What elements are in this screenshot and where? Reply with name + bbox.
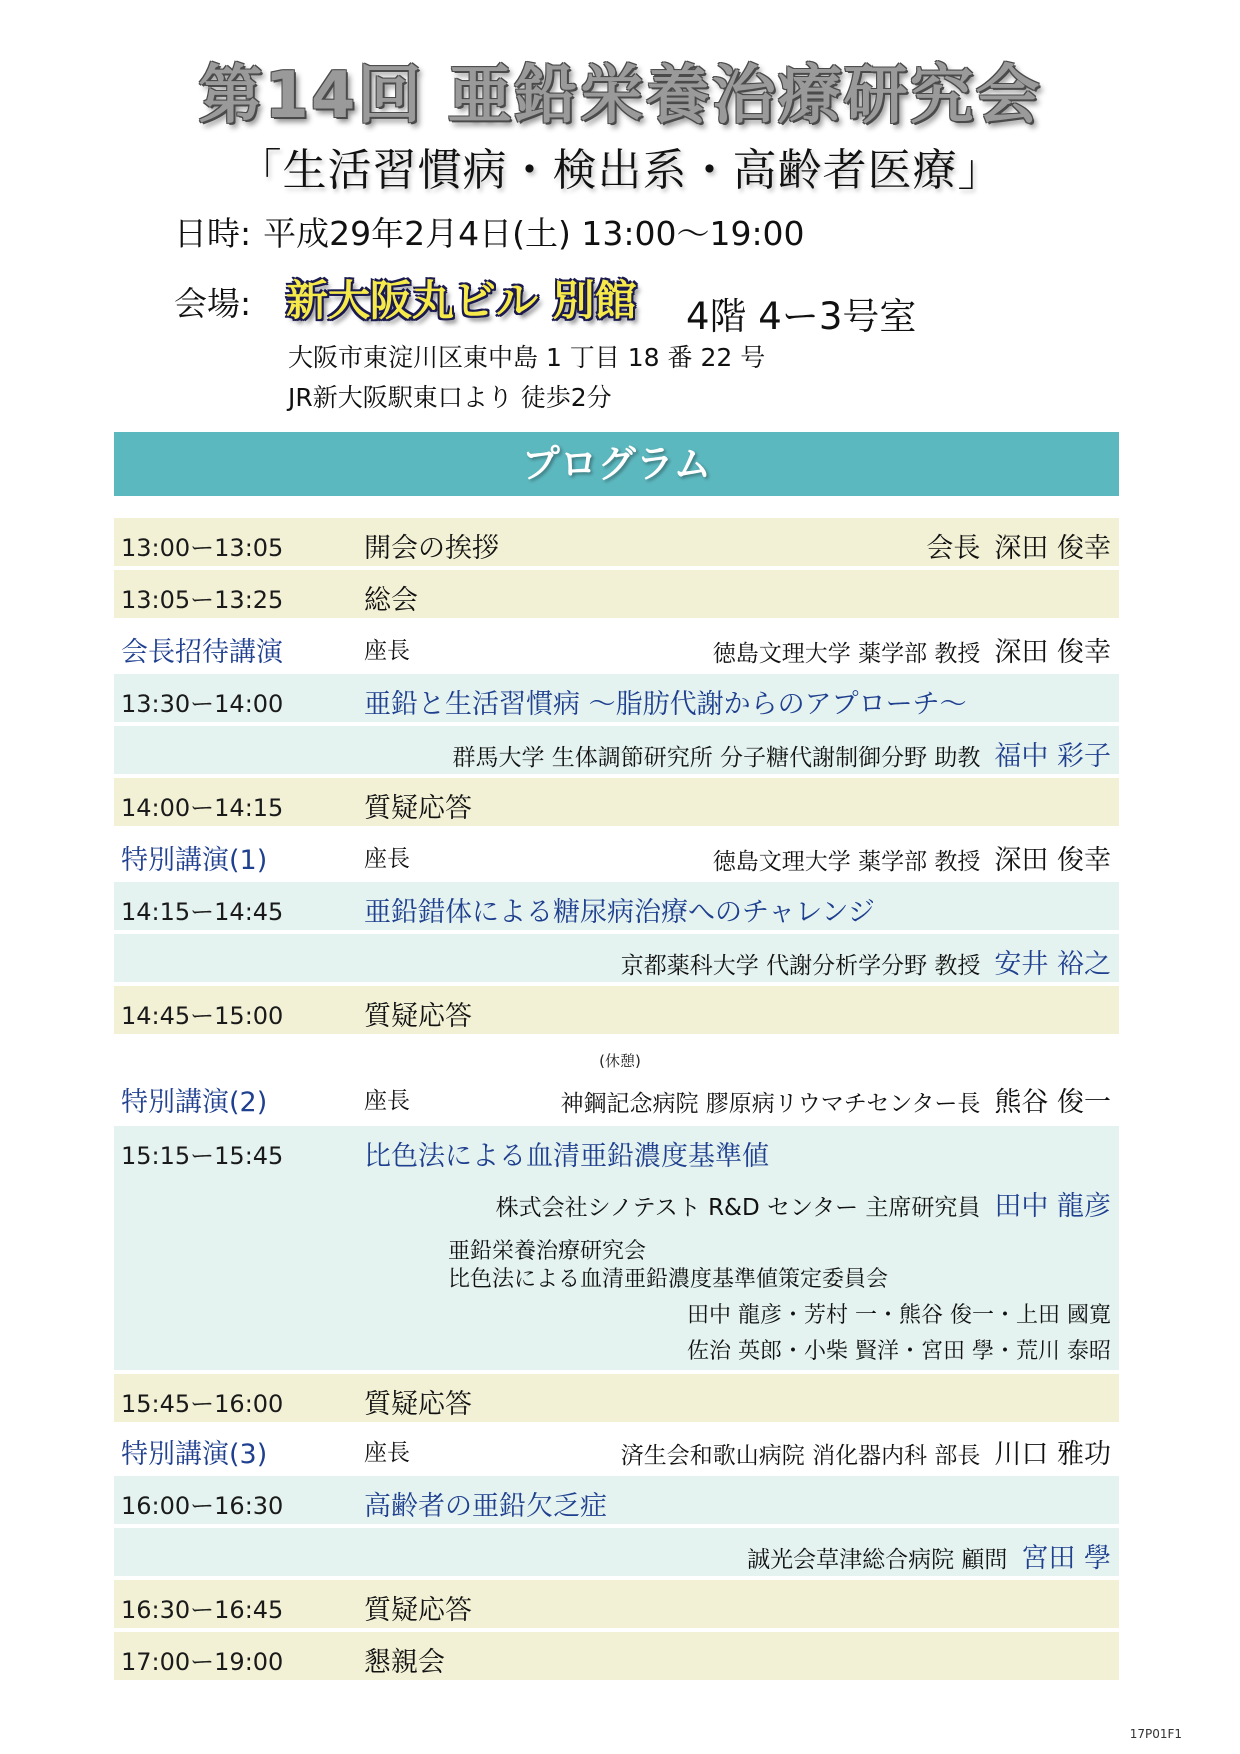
row-chair-label: 座長: [364, 1088, 410, 1114]
row-role: 徳島文理大学 薬学部 教授: [712, 849, 981, 875]
datetime-value: 平成29年2月4日(土) 13:00〜19:00: [263, 214, 805, 253]
program-row: [114, 1374, 1119, 1422]
program-row: [114, 1632, 1119, 1680]
row-speaker: [452, 734, 1111, 773]
program-row: [114, 1126, 1119, 1370]
program-row: [114, 1476, 1119, 1524]
program-row: [114, 882, 1119, 930]
row-title: 亜鉛と生活習慣病 〜脂肪代謝からのアプローチ〜: [364, 689, 967, 720]
committee-name: 比色法による血清亜鉛濃度基準値策定委員会: [448, 1267, 889, 1292]
row-role: 京都薬科大学 代謝分析学分野 教授: [620, 953, 981, 979]
row-role: 済生会和歌山病院 消化器内科 部長: [620, 1443, 981, 1469]
row-chair-label: 座長: [364, 1440, 410, 1466]
row-time: 14:00ー14:15: [121, 794, 284, 822]
program-row: [114, 830, 1119, 878]
program-row: [114, 1528, 1119, 1576]
program-row: [114, 986, 1119, 1034]
row-title: 質疑応答: [364, 1389, 472, 1420]
venue-access: JR新大阪駅東口より 徒歩2分: [288, 383, 612, 412]
program-row: [114, 726, 1119, 774]
document-code: 17P01F1: [1129, 1727, 1182, 1741]
row-title: 比色法による血清亜鉛濃度基準値: [364, 1141, 769, 1172]
program-row: [114, 570, 1119, 618]
committee-org: 亜鉛栄養治療研究会: [448, 1239, 647, 1264]
program-row: [114, 674, 1119, 722]
row-speaker: [926, 526, 1111, 565]
venue-name: 新大阪丸ビル 別館: [286, 276, 637, 325]
row-time: 13:30ー14:00: [121, 690, 284, 718]
program-row: [114, 934, 1119, 982]
row-time: 15:45ー16:00: [121, 1390, 284, 1418]
row-title: 開会の挨拶: [364, 533, 499, 564]
row-session: 特別講演(3): [121, 1439, 268, 1470]
row-speaker: [496, 1184, 1111, 1223]
row-time: 14:15ー14:45: [121, 898, 284, 926]
row-speaker: [747, 1536, 1111, 1575]
program-row: [114, 622, 1119, 670]
row-chair-label: 座長: [364, 638, 410, 664]
row-title: 質疑応答: [364, 1001, 472, 1032]
row-title: 亜鉛錯体による糖尿病治療へのチャレンジ: [364, 897, 875, 928]
break-label: (休憩): [599, 1052, 641, 1070]
row-speaker: [621, 1432, 1111, 1471]
committee-members-1: 田中 龍彦・芳村 一・熊谷 俊一・上田 國寛: [687, 1303, 1111, 1328]
row-chair-label: 座長: [364, 846, 410, 872]
row-name: 深田 俊幸: [994, 637, 1111, 668]
event-datetime: [174, 208, 805, 255]
row-session: 特別講演(2): [121, 1087, 268, 1118]
program-row: [114, 1074, 1119, 1122]
row-title: 懇親会: [364, 1647, 445, 1678]
row-speaker: [713, 838, 1111, 877]
row-role: 誠光会草津総合病院 顧問: [747, 1547, 1008, 1573]
program-row: [114, 1424, 1119, 1472]
row-name: 熊谷 俊一: [994, 1087, 1111, 1118]
row-time: 14:45ー15:00: [121, 1002, 284, 1030]
row-time: 16:30ー16:45: [121, 1596, 284, 1624]
row-session: 特別講演(1): [121, 845, 268, 876]
row-time: 13:05ー13:25: [121, 586, 284, 614]
program-row: [114, 1580, 1119, 1628]
venue-room: 4階 4ー3号室: [686, 295, 917, 338]
row-name: 田中 龍彦: [994, 1191, 1111, 1222]
row-name: 安井 裕之: [994, 949, 1111, 980]
row-name: 深田 俊幸: [994, 845, 1111, 876]
row-role: 神鋼記念病院 膠原病リウマチセンター長: [560, 1091, 981, 1117]
venue-address: 大阪市東淀川区東中島 1 丁目 18 番 22 号: [288, 343, 766, 372]
row-name: 深田 俊幸: [994, 533, 1111, 564]
row-session: 会長招待講演: [121, 637, 283, 668]
row-title: 総会: [364, 585, 418, 616]
row-speaker: [560, 1080, 1111, 1119]
row-title: 質疑応答: [364, 793, 472, 824]
row-time: 16:00ー16:30: [121, 1492, 284, 1520]
row-speaker: [621, 942, 1111, 981]
row-role: 徳島文理大学 薬学部 教授: [712, 641, 981, 667]
row-role: 株式会社シノテスト R&D センター 主席研究員: [495, 1195, 981, 1221]
row-title: 高齢者の亜鉛欠乏症: [364, 1491, 607, 1522]
row-name: 宮田 學: [1021, 1543, 1111, 1574]
row-time: 17:00ー19:00: [121, 1648, 284, 1676]
row-name: 福中 彩子: [994, 741, 1111, 772]
committee-members-2: 佐治 英郎・小柴 賢洋・宮田 學・荒川 泰昭: [687, 1339, 1111, 1364]
venue-label: 会場:: [174, 284, 252, 323]
program-row: [114, 518, 1119, 566]
program-row: [114, 778, 1119, 826]
row-title: 質疑応答: [364, 1595, 472, 1626]
row-speaker: [713, 630, 1111, 669]
datetime-label: 日時:: [174, 214, 252, 253]
program-header: プログラム: [114, 432, 1119, 496]
row-time: 15:15ー15:45: [121, 1142, 284, 1170]
row-role: 会長: [926, 533, 981, 564]
row-role: 群馬大学 生体調節研究所 分子糖代謝制御分野 助教: [452, 745, 981, 771]
row-time: 13:00ー13:05: [121, 534, 284, 562]
event-title: 第14回 亜鉛栄養治療研究会: [198, 59, 1042, 133]
event-subtitle: 「生活習慣病・検出系・高齢者医療」: [237, 145, 1003, 196]
row-name: 川口 雅功: [994, 1439, 1111, 1470]
